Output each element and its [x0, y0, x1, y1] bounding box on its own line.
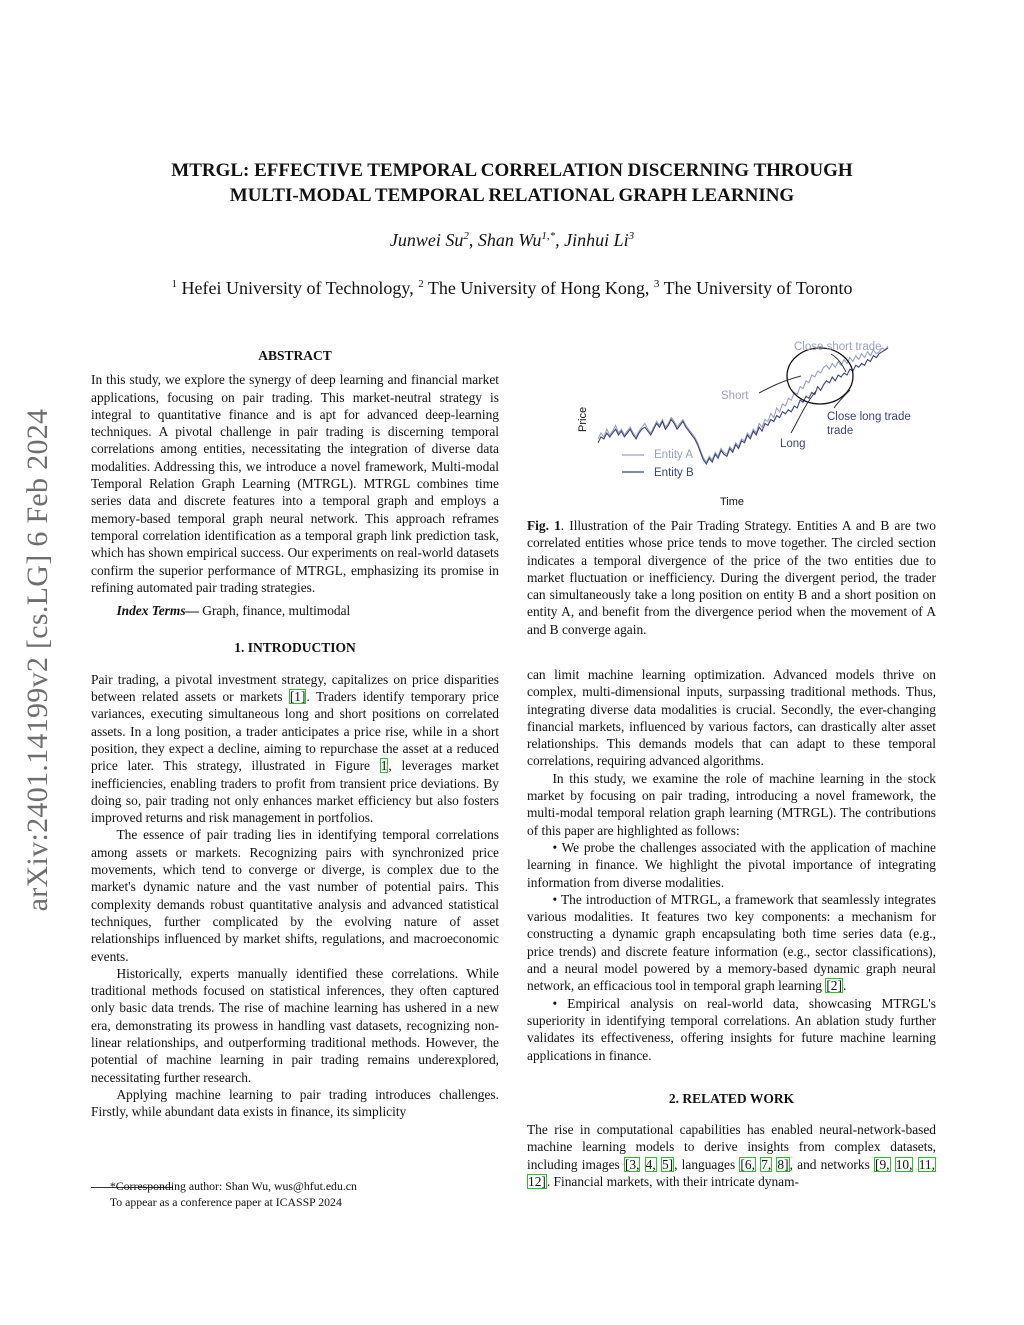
affil-2-sup: 2 — [418, 278, 424, 290]
affil-3: The University of Toronto — [659, 278, 853, 298]
intro-right-paragraph-2: In this study, we examine the role of machine learning in the stock market by focusing on pair trading, introducing a novel framework, the multi-modal temporal relation graph learning (MTRGL). The contributions of this paper are highlighted as follows: — [527, 770, 936, 838]
annotation-long: Long — [780, 438, 806, 450]
affil-3-sup: 3 — [653, 278, 660, 290]
annotation-close-long: Close long trade — [827, 411, 911, 423]
related-work-heading: 2. RELATED WORK — [668, 1090, 795, 1106]
divergence-circle — [787, 348, 853, 404]
figure-1-caption — [527, 517, 936, 638]
index-terms-label: Index Terms— — [116, 603, 199, 619]
intro-paragraph-1 — [91, 671, 499, 827]
citation-11[interactable]: 11, — [918, 1156, 935, 1172]
citation-6[interactable]: [6, — [740, 1156, 755, 1172]
caption-text: . Illustration of the Pair Trading Strategy. Entities A and B are two correlated entities whose price tends to move together. The circled section indicates a temporal divergence of the price of the two entities due to market fluctuation or inefficiency. During the divergent period, the trader can simultaneously take a long position on entity B and a short position on entity A, and benefit from the divergence period when the movement of A and B converge again. — [527, 518, 936, 637]
index-terms-value: Graph, finance, multimodal — [198, 603, 351, 619]
citation-12[interactable]: 12] — [528, 1174, 546, 1190]
affil-2: The University of Hong Kong, — [423, 278, 654, 298]
citation-7[interactable]: 7, — [761, 1156, 772, 1172]
citation-8[interactable]: 8] — [777, 1156, 789, 1172]
index-terms — [91, 602, 499, 619]
title-line-2: MULTI-MODAL TEMPORAL RELATIONAL GRAPH LEARNING — [229, 185, 795, 206]
legend-label-b: Entity B — [654, 467, 694, 479]
abstract-heading: ABSTRACT — [258, 348, 332, 363]
intro-heading: 1. INTRODUCTION — [234, 640, 356, 656]
pair-trading-chart — [576, 336, 911, 511]
arrow-close-long — [834, 390, 850, 408]
citation-10[interactable]: 10, — [895, 1156, 913, 1172]
citation-5[interactable]: 5] — [661, 1156, 674, 1172]
citation-3[interactable]: [3, — [624, 1156, 640, 1172]
paper-title — [100, 158, 924, 208]
right-column — [527, 666, 936, 1190]
caption-label: Fig. 1 — [527, 518, 561, 533]
figure-1 — [576, 336, 911, 511]
author-1-sup: 2 — [463, 230, 469, 242]
abstract-text: In this study, we explore the synergy of deep learning and financial market applications, focusing on pair trading. This market-neutral strategy is integral to quantitative finance and is apt for advanced deep-learning techniques. A pivotal challenge in pair trading is discerning temporal correlations among entities, necessitating the integration of diverse data modalities. Addressing this, we introduce a novel framework, Multi-modal Temporal Relation Graph Learning (MTRGL). MTRGL combines time series data and discrete features into a temporal graph and employs a memory-based temporal graph neural network. This approach reframes temporal correlation identification as a temporal graph link prediction task, which has shown empirical success. Our experiments on real-world datasets confirm the superior performance of MTRGL, emphasizing its promise in refining automated pair trading strategies. — [91, 372, 499, 595]
title-line-1: MTRGL: EFFECTIVE TEMPORAL CORRELATION DISCERNING THROUGH — [171, 160, 853, 181]
contribution-bullet-2 — [527, 891, 936, 995]
footnote-appear: To appear as a conference paper at ICASSP 2024 — [109, 1194, 342, 1209]
affil-1: Hefei University of Technology, — [177, 278, 419, 298]
contribution-bullet-3: • Empirical analysis on real-world data, showcasing MTRGL's superiority in identifying temporal correlations. An ablation study further validates its effectiveness, offering insights for future machine learning applications in finance. — [527, 995, 936, 1063]
intro-right-paragraph-1: can limit machine learning optimization. Advanced models thrive on complex, multi-dimensional inputs, surpassing traditional methods. Thus, integrating diverse data modalities is crucial. Secondly, the ever-changing financial markets, influenced by various factors, can drastically alter asset relationships. This demands models that can adapt to these temporal correlations, requiring advanced algorithms. — [527, 667, 936, 769]
author-1: Junwei Su — [389, 230, 464, 250]
y-axis-label: Price — [577, 406, 589, 432]
footnotes — [91, 1179, 499, 1210]
citation-4[interactable]: 4, — [645, 1156, 656, 1172]
arxiv-stamp — [8, 360, 68, 960]
arrow-short — [759, 376, 801, 393]
contribution-bullet-1: • We probe the challenges associated with the application of machine learning in finance. We highlight the pivotal importance of integrating information from diverse modalities. — [527, 839, 936, 890]
related-text-1: The rise in computational capabilities has enabled neural-network-based machine learning models to derive insights from complex datasets, including images — [527, 1122, 936, 1172]
citation-2[interactable]: [2] — [826, 978, 842, 994]
related-text-4: . Financial markets, with their intricate dynam- — [546, 1174, 799, 1190]
intro-p1-part-c: , leverages market inefficiencies, enabling traders to profit from transient price deviations. By doing so, pair trading not only enhances market efficiency but also fosters improved returns and risk management in portfolios. — [91, 758, 499, 826]
footnote-corresponding: *Corresponding author: Shan Wu, wus@hfut.edu.cn — [109, 1179, 357, 1193]
author-3: Jinhui Li — [564, 230, 629, 250]
related-work-paragraph — [527, 1121, 936, 1190]
affil-1-sup: 1 — [171, 278, 178, 290]
bullet-2-text: • The introduction of MTRGL, a framework that seamlessly integrates various modalities. It features two key components: a mechanism for constructing a dynamic graph encapsulating both time series data (e.g., price trends) and discrete feature information (e.g., sector classifications), and a neural model powered by a memory-based dynamic graph neural network, an efficacious tool in temporal graph learning — [527, 891, 936, 994]
author-2: Shan Wu — [477, 230, 542, 250]
intro-p1-part-a: Pair trading, a pivotal investment strategy, capitalizes on price disparities between related assets or markets — [91, 671, 499, 705]
related-text-2: , languages — [674, 1156, 740, 1172]
left-column — [91, 347, 499, 1120]
author-2-sup: 1,* — [541, 230, 556, 242]
intro-paragraph-4: Applying machine learning to pair trading introduces challenges. Firstly, while abundant data exists in finance, its simplicity — [91, 1086, 499, 1120]
bullet-2-end: . — [842, 978, 847, 994]
arrow-long — [791, 391, 816, 433]
annotation-close-short: Close short trade — [794, 341, 882, 353]
citation-1[interactable]: [1] — [289, 689, 306, 705]
citation-9[interactable]: [9, — [875, 1156, 890, 1172]
affiliations — [60, 278, 964, 299]
arxiv-id: arXiv:2401.14199v2 [cs.LG] 6 Feb 2024 — [21, 408, 54, 912]
series-line-entity-b — [598, 348, 888, 464]
author-3-sup: 3 — [628, 230, 635, 242]
intro-paragraph-3: Historically, experts manually identified these correlations. While traditional methods focused on statistical inferences, they often captured only basic data trends. The rise of machine learning has ushered in a new era, demonstrating its prowess in handling vast datasets, recognizing non-linear relationships, and outperforming traditional methods. However, the potential of machine learning in pair trading remains underexplored, necessitating further research. — [91, 965, 499, 1085]
series-line-entity-a — [598, 346, 888, 462]
authors: Junwei Su$^2$, Shan $Wu^{1,*}$, Jinhui Li$^3$ — [389, 230, 635, 250]
annotation-close-long-line2: trade — [827, 425, 854, 437]
figure-1-link[interactable]: 1 — [380, 758, 388, 774]
annotation-short: Short — [721, 390, 749, 402]
intro-paragraph-2: The essence of pair trading lies in identifying temporal correlations among assets or markets. Recognizing pairs with synchronized price movements, which tend to converge or diverge, is complex due to the market's dynamic nature and the vast number of potential pairs. This complexity demands robust quantitative analysis and advanced statistical techniques, further complicated by the evolving nature of asset relationships influenced by market shifts, regulations, and macroeconomic events. — [91, 827, 499, 964]
x-axis-label: Time — [720, 496, 745, 508]
intro-p1-part-b: . Traders identify temporary price variances, executing simultaneous long and short positions on correlated assets. In a long position, a trader anticipates a price rise, while in a short position, they expect a decline, aiming to repurchase the asset at a reduced price later. This strategy, illustrated in Figure — [91, 689, 499, 774]
legend-label-a: Entity A — [654, 449, 693, 461]
related-text-3: , and networks — [789, 1156, 874, 1172]
